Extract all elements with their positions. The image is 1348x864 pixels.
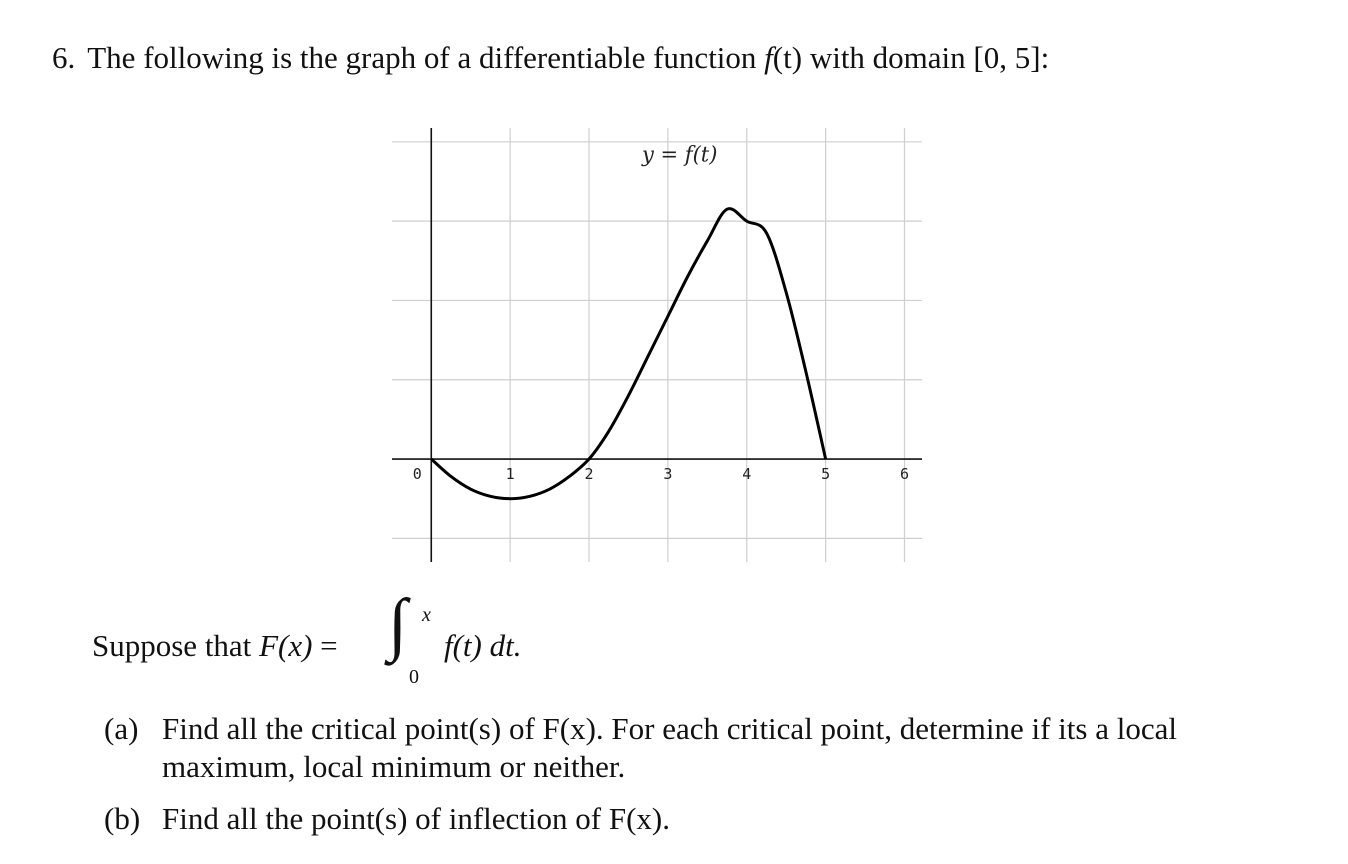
question-part-b xyxy=(104,800,1304,838)
domain-interval: [0, 5]: xyxy=(973,40,1050,75)
integral-lower-limit: 0 xyxy=(409,666,419,688)
problem-statement xyxy=(52,40,1049,76)
definition-equals: = xyxy=(312,628,338,663)
problem-number: 6. xyxy=(52,40,76,75)
function-arg: (t) xyxy=(772,40,803,75)
definition-text xyxy=(92,628,338,664)
problem-intro-b: with domain xyxy=(802,40,974,75)
question-parts xyxy=(104,710,1304,852)
problem-intro-a: The following is the graph of a differentiable function xyxy=(87,40,765,75)
part-a-label: (a) xyxy=(104,711,139,746)
x-tick-label: 3 xyxy=(663,465,673,484)
part-b-label: (b) xyxy=(104,801,141,836)
definition-lhs: F(x) xyxy=(259,628,313,663)
x-tick-label: 2 xyxy=(584,465,594,484)
x-tick-label: 1 xyxy=(505,465,515,484)
graph-svg xyxy=(380,118,940,578)
integral-upper-limit: x xyxy=(422,604,431,626)
function-name: f xyxy=(764,40,773,75)
curve-label: y = f(t) xyxy=(642,142,718,167)
x-tick-label: 6 xyxy=(899,465,910,484)
part-b-text: Find all the point(s) of inflection of F(x). xyxy=(162,801,670,836)
integral-sign: ∫ xyxy=(388,586,408,663)
function-curve xyxy=(431,209,825,499)
function-graph xyxy=(380,118,940,578)
part-a-text: Find all the critical point(s) of F(x). For each critical point, determine if its a local maximum, local minimum or neither. xyxy=(162,711,1177,784)
integrand: f(t) dt. xyxy=(444,628,522,663)
question-part-a xyxy=(104,710,1304,786)
definition-prefix: Suppose that xyxy=(92,628,260,663)
x-tick-label: 0 xyxy=(412,465,422,484)
x-tick-label: 4 xyxy=(742,465,752,484)
x-tick-label: 5 xyxy=(821,465,831,484)
